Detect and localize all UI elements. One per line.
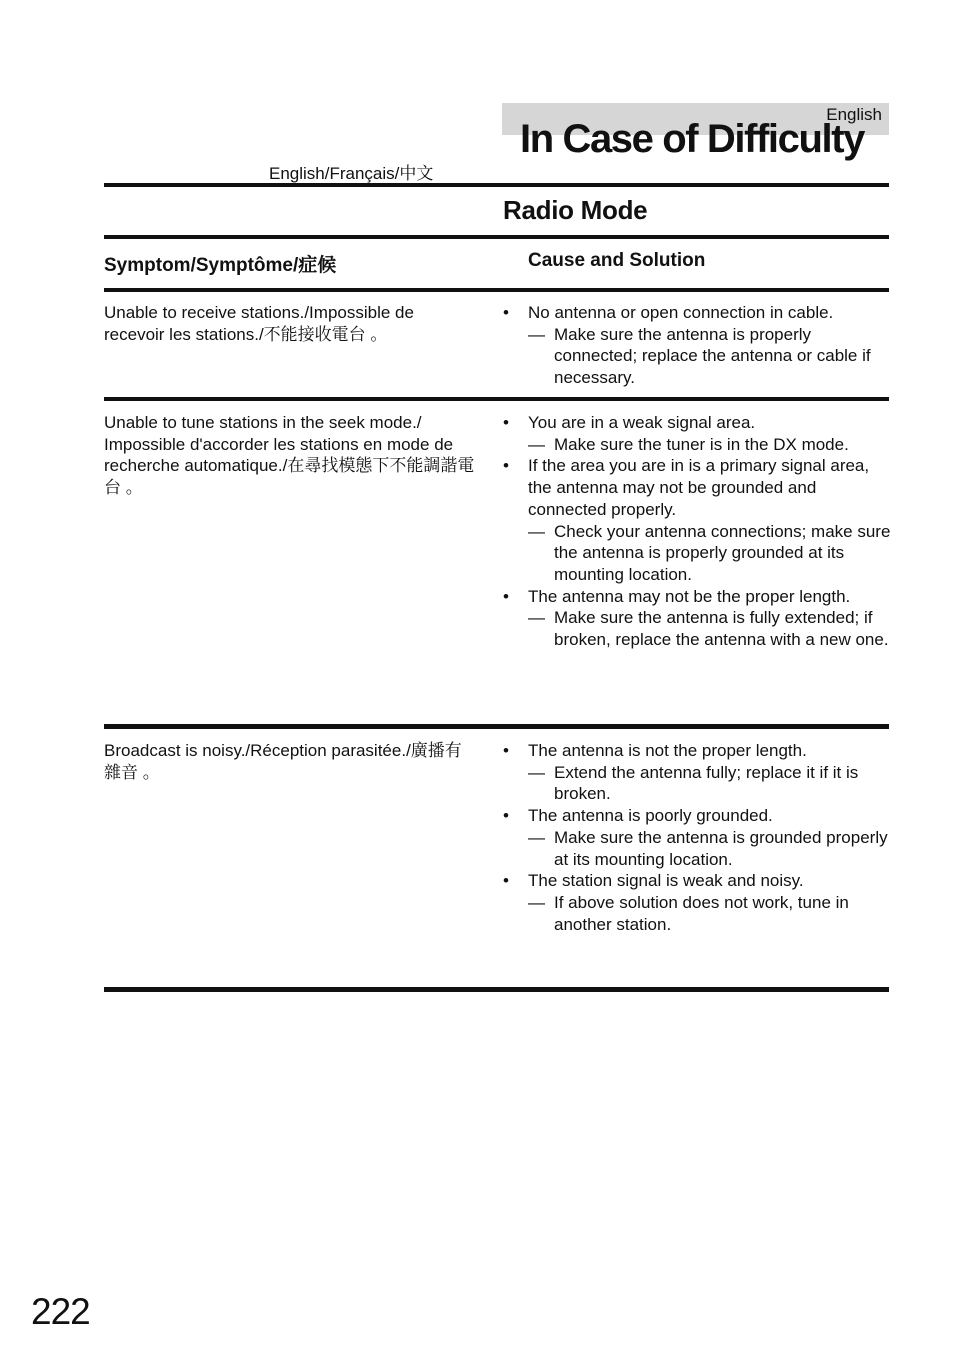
divider-rule <box>104 288 889 292</box>
solution-text: Make sure the tuner is in the DX mode. <box>554 434 849 454</box>
divider-rule <box>104 397 889 401</box>
solution-item <box>528 521 893 586</box>
solution-item <box>528 607 893 650</box>
divider-rule <box>104 724 889 729</box>
cause-text: The station signal is weak and noisy. <box>528 871 804 891</box>
cause-column-header: Cause and Solution <box>528 250 706 271</box>
symptom-text: Unable to receive stations./Impossible de recevoir les stations./不能接收電台 。 <box>104 303 414 344</box>
dash-icon: — <box>528 892 545 912</box>
bullet-icon: • <box>503 871 509 891</box>
dash-icon: — <box>528 762 545 782</box>
dash-icon: — <box>528 324 545 344</box>
solution-item <box>528 827 893 870</box>
solution-text: Extend the antenna fully; replace it if it is broken. <box>554 762 859 804</box>
bullet-icon: • <box>503 586 509 606</box>
solution-text: If above solution does not work, tune in another station. <box>554 892 849 934</box>
solution-item <box>528 892 893 935</box>
cause-list <box>503 740 893 935</box>
solution-text: Check your antenna connections; make sure the antenna is properly grounded at its mounting location. <box>554 521 891 584</box>
divider-rule <box>104 235 889 239</box>
bullet-icon: • <box>503 413 509 432</box>
dash-icon: — <box>528 608 545 628</box>
divider-rule <box>104 987 889 992</box>
cause-item <box>503 302 893 389</box>
solution-item <box>528 762 893 805</box>
divider-rule <box>104 183 889 187</box>
page-number: 222 <box>31 1291 90 1332</box>
cause-item <box>503 870 893 935</box>
cause-item <box>503 455 893 585</box>
bullet-icon: • <box>503 806 509 826</box>
section-title: Radio Mode <box>503 195 648 225</box>
symptom-column-header: Symptom/Symptôme/症候 <box>104 255 337 276</box>
symptom-text: Broadcast is noisy./Réception parasitée./廣播有雜音 。 <box>104 741 462 782</box>
cause-item <box>503 805 893 870</box>
solution-item <box>528 324 893 389</box>
bullet-icon: • <box>503 456 509 476</box>
symptom-text: Unable to tune stations in the seek mode./ Impossible d'accorder les stations en mode de recherche automatique./在尋找模態下不能調諧電台 。 <box>104 413 475 498</box>
dash-icon: — <box>528 434 545 454</box>
language-tab-label: English <box>826 105 882 124</box>
cause-item <box>503 412 893 455</box>
cause-text: The antenna is not the proper length. <box>528 741 807 760</box>
cause-list <box>503 412 893 651</box>
solution-text: Make sure the antenna is properly connected; replace the antenna or cable if necessary. <box>554 324 871 388</box>
cause-list <box>503 302 893 389</box>
bullet-icon: • <box>503 303 509 322</box>
dash-icon: — <box>528 521 545 541</box>
cause-item <box>503 740 893 805</box>
solution-text: Make sure the antenna is fully extended; if broken, replace the antenna with a new one. <box>554 608 889 650</box>
cause-text: The antenna may not be the proper length. <box>528 586 851 606</box>
languages-label: English/Français/中文 <box>269 164 434 183</box>
cause-text: No antenna or open connection in cable. <box>528 303 834 322</box>
cause-text: The antenna is poorly grounded. <box>528 806 773 826</box>
dash-icon: — <box>528 827 545 847</box>
solution-item <box>528 434 893 456</box>
cause-item <box>503 586 893 651</box>
cause-text: You are in a weak signal area. <box>528 413 756 432</box>
cause-text: If the area you are in is a primary signal area, the antenna may not be grounded and connected properly. <box>528 456 870 519</box>
solution-text: Make sure the antenna is grounded properly at its mounting location. <box>554 827 888 869</box>
bullet-icon: • <box>503 741 509 760</box>
page-title: In Case of Difficulty <box>520 117 864 161</box>
